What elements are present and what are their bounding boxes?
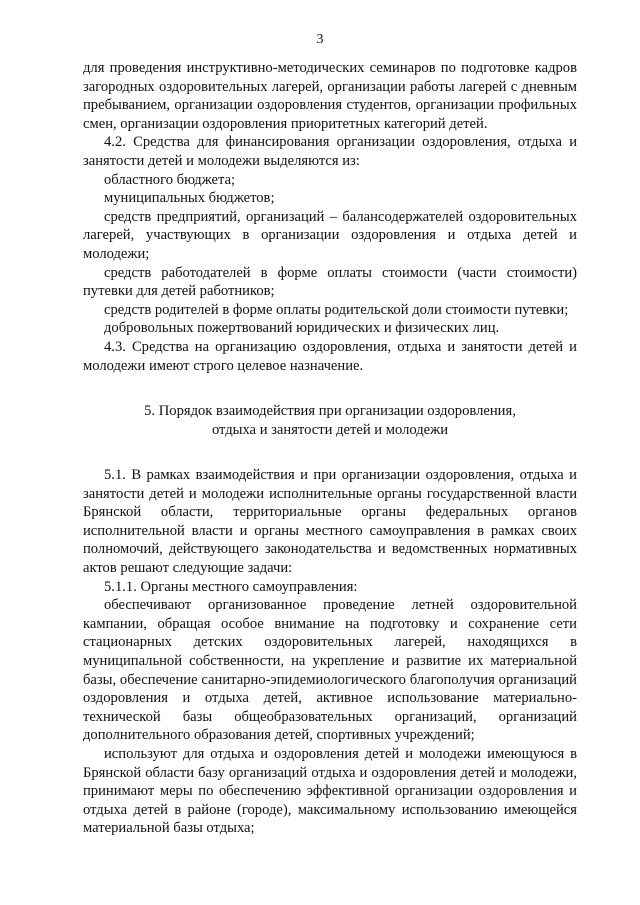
document-body [83,59,577,838]
list-item-donations: добровольных пожертвований юридических и физических лиц. [104,320,500,337]
paragraph-4-3: 4.3. Средства на организацию оздоровления, отдыха и занятости детей и молодежи имеют строго целевое назначение. [83,338,577,374]
paragraph-continuation: для проведения инструктивно-методических семинаров по подготовке кадров загородных оздоровительных лагерей, организации работы лагерей с дневным пребыванием, организации оздоровления студентов, организации профильных смен, организации оздоровления приоритетных категорий детей. [83,60,577,132]
section-heading [83,402,577,440]
list-item-parent-funds: средств родителей в форме оплаты родительской доли стоимости путевки; [104,301,569,318]
list-item-enterprise-funds: средств предприятий, организаций – балансодержателей оздоровительных лагерей, участвующих в организации оздоровления и отдыха детей и молодежи; [83,208,577,262]
paragraph-5-1: 5.1. В рамках взаимодействия и при организации оздоровления, отдыха и занятости детей и молодежи исполнительные органы государственной власти Брянской области, территориальные органы федеральных органов исполнительной власти и органы местного самоуправления в рамках своих полномочий, действующего законодательства и ведомственных нормативных актов решают следующие задачи: [83,467,577,577]
paragraph-use-base: используют для отдыха и оздоровления детей и молодежи имеющуюся в Брянской области базу организаций отдыха и оздоровления детей и молодежи, принимают меры по обеспечению эффективной организации оздоровления и отдыха детей в районе (городе), максимальному использованию имеющейся материальной базы отдыха; [83,746,577,837]
list-item-regional-budget: областного бюджета; [104,171,236,188]
page-number: 3 [316,32,324,47]
paragraph-5-1-1: 5.1.1. Органы местного самоуправления: [104,578,358,595]
section-heading-line-2: отдыха и занятости детей и молодежи [211,422,449,439]
list-item-employer-funds: средств работодателей в форме оплаты стоимости (части стоимости) путевки для детей работников; [83,264,577,300]
paragraph-ensure-campaign: обеспечивают организованное проведение летней оздоровительной кампании, обращая особое внимание на подготовку и сохранение сети стационарных детских оздоровительных лагерей, находящихся в муниципальной собственности, на укрепление и развитие их материальной базы, обеспечение санитарно-эпидемиологического благополучия организаций оздоровления и отдыха детей, активное использование материально-технической базы общеобразовательных организаций, организаций дополнительного образования детей, спортивных учреждений; [83,597,577,744]
list-item-municipal-budgets: муниципальных бюджетов; [104,190,275,207]
paragraph-4-2: 4.2. Средства для финансирования организации оздоровления, отдыха и занятости детей и молодежи выделяются из: [83,134,577,169]
section-heading-line-1: 5. Порядок взаимодействия при организации оздоровления, [144,403,516,420]
